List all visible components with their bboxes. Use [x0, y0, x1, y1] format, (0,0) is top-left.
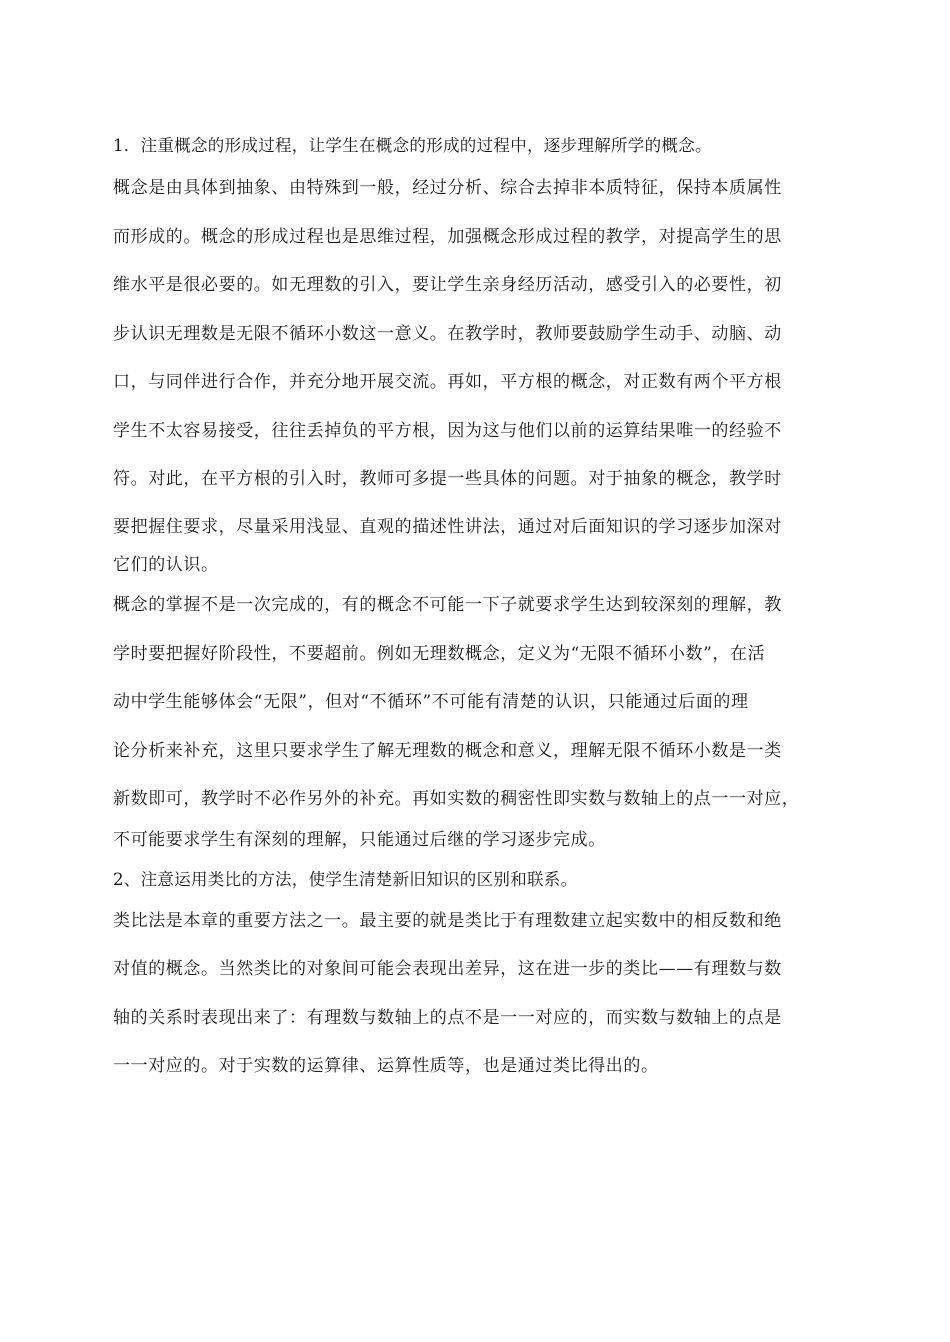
- paragraph-line: 一一对应的。对于实数的运算律、运算性质等，也是通过类比得出的。: [113, 1056, 659, 1076]
- paragraph-line: 论分析来补充，这里只要求学生了解无理数的概念和意义，理解无限不循环小数是一类: [113, 741, 782, 761]
- paragraph-line: 步认识无理数是无限不循环小数这一意义。在教学时，教师要鼓励学生动手、动脑、动: [113, 324, 782, 344]
- paragraph-line: 概念的掌握不是一次完成的，有的概念不可能一下子就要求学生达到较深刻的理解，教: [113, 595, 782, 615]
- paragraph-line: 维水平是很必要的。如无理数的引入，要让学生亲身经历活动，感受引入的必要性，初: [113, 275, 782, 295]
- section-heading-1: 1．注重概念的形成过程，让学生在概念的形成的过程中，逐步理解所学的概念。: [113, 136, 712, 155]
- paragraph-line: 动中学生能够体会“无限”，但对“不循环”不可能有清楚的认识，只能通过后面的理: [113, 692, 749, 712]
- paragraph-line: 它们的认识。: [113, 555, 219, 575]
- paragraph-line: 而形成的。概念的形成过程也是思维过程，加强概念形成过程的教学，对提高学生的思: [113, 227, 782, 247]
- paragraph-line: 学时要把握好阶段性，不要超前。例如无理数概念，定义为“无限不循环小数”，在活: [113, 644, 766, 664]
- paragraph-line: 不可能要求学生有深刻的理解，只能通过后继的学习逐步完成。: [113, 830, 606, 850]
- paragraph-line: 要把握住要求，尽量采用浅显、直观的描述性讲法，通过对后面知识的学习逐步加深对: [113, 517, 782, 537]
- section-heading-2: 2、注意运用类比的方法，使学生清楚新旧知识的区别和联系。: [113, 870, 578, 889]
- paragraph-line: 符。对此，在平方根的引入时，教师可多提一些具体的问题。对于抽象的概念，教学时: [113, 469, 782, 489]
- paragraph-line: 对值的概念。当然类比的对象间可能会表现出差异，这在进一步的类比——有理数与数: [113, 959, 782, 979]
- paragraph-line: 学生不太容易接受，往往丢掉负的平方根，因为这与他们以前的运算结果唯一的经验不: [113, 421, 782, 441]
- paragraph-line: 概念是由具体到抽象、由特殊到一般，经过分析、综合去掉非本质特征，保持本质属性: [113, 178, 782, 198]
- paragraph-line: 新数即可，教学时不必作另外的补充。再如实数的稠密性即实数与数轴上的点一一对应，: [113, 789, 800, 809]
- paragraph-line: 轴的关系时表现出来了：有理数与数轴上的点不是一一对应的，而实数与数轴上的点是: [113, 1008, 782, 1028]
- paragraph-line: 口，与同伴进行合作，并充分地开展交流。再如，平方根的概念，对正数有两个平方根: [113, 372, 782, 392]
- paragraph-line: 类比法是本章的重要方法之一。最主要的就是类比于有理数建立起实数中的相反数和绝: [113, 911, 782, 931]
